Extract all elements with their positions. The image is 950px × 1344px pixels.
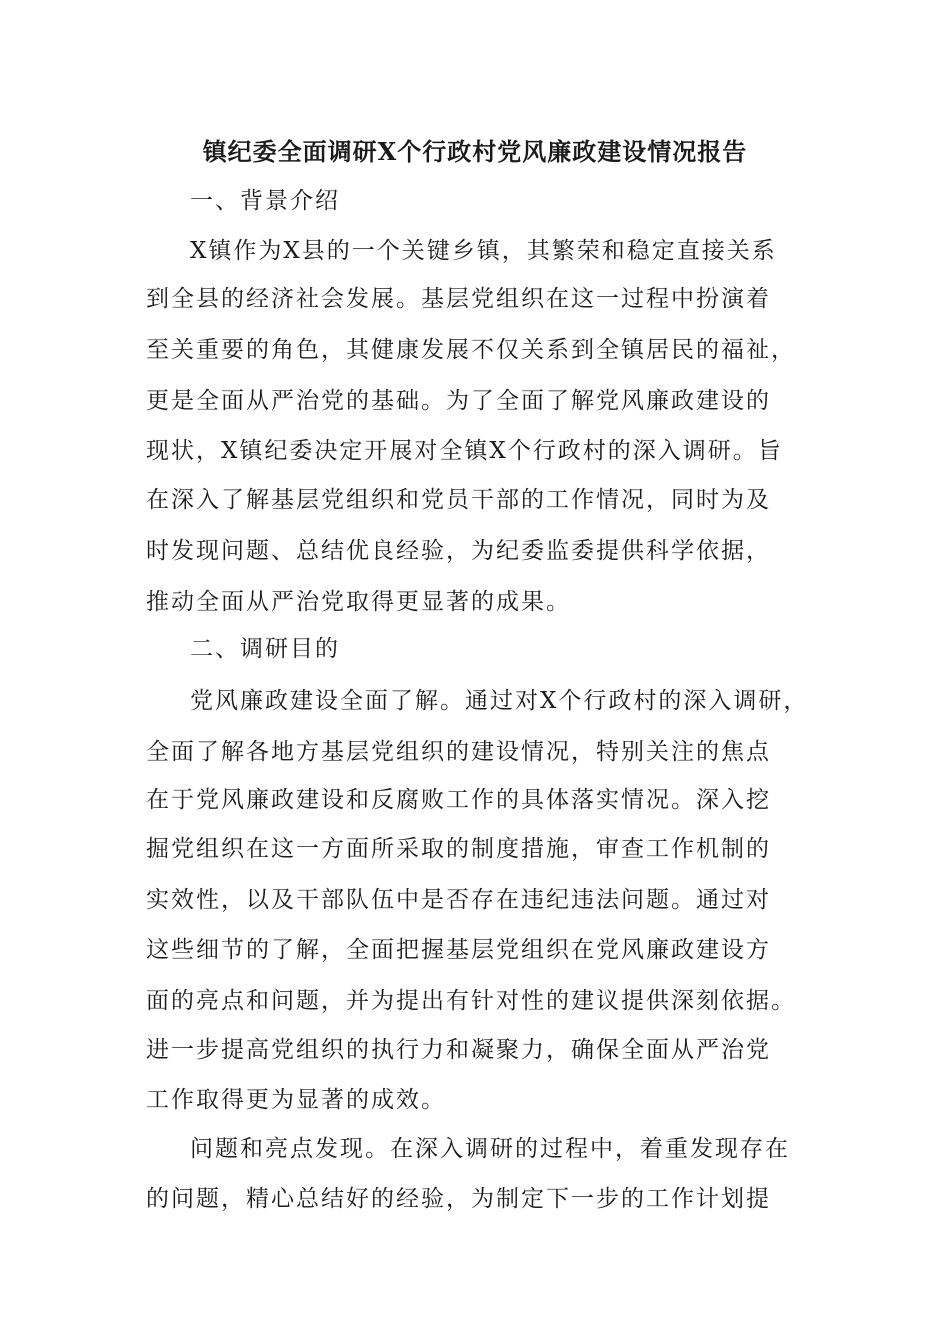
paragraph-line: X镇作为X县的一个关键乡镇，其繁荣和稳定直接关系 <box>190 238 777 264</box>
paragraph-line: 实效性，以及干部队伍中是否存在违纪违法问题。通过对 <box>146 887 771 913</box>
paragraph-line: 在于党风廉政建设和反腐败工作的具体落实情况。深入挖 <box>146 787 771 813</box>
paragraph-line: 到全县的经济社会发展。基层党组织在这一过程中扮演着 <box>146 286 771 312</box>
paragraph-line: 面的亮点和问题，并为提出有针对性的建议提供深刻依据。 <box>146 988 796 1014</box>
paragraph-line: 推动全面从严治党取得更显著的成果。 <box>146 589 571 615</box>
paragraph-line: 进一步提高党组织的执行力和凝聚力，确保全面从严治党 <box>146 1037 771 1063</box>
paragraph-line: 至关重要的角色，其健康发展不仅关系到全镇居民的福祉， <box>146 337 796 363</box>
paragraph-line: 更是全面从严治党的基础。为了全面了解党风廉政建设的 <box>146 388 771 414</box>
paragraph-line: 全面了解各地方基层党组织的建设情况，特别关注的焦点 <box>146 739 771 765</box>
paragraph-line: 现状，X镇纪委决定开展对全镇X个行政村的深入调研。旨 <box>146 438 783 464</box>
paragraph-line: 在深入了解基层党组织和党员干部的工作情况，同时为及 <box>146 487 771 513</box>
paragraph-line: 的问题，精心总结好的经验，为制定下一步的工作计划提 <box>146 1186 771 1212</box>
document-title: 镇纪委全面调研X个行政村党风廉政建设情况报告 <box>202 137 748 166</box>
paragraph-line: 党风廉政建设全面了解。通过对X个行政村的深入调研， <box>190 688 809 714</box>
paragraph-line: 问题和亮点发现。在深入调研的过程中，着重发现存在 <box>190 1136 790 1162</box>
paragraph-line: 时发现问题、总结优良经验，为纪委监委提供科学依据， <box>146 538 771 564</box>
paragraph-line: 掘党组织在这一方面所采取的制度措施，审查工作机制的 <box>146 836 771 862</box>
paragraph-line: 工作取得更为显著的成效。 <box>146 1087 446 1113</box>
section-heading-background: 一、背景介绍 <box>190 188 340 214</box>
section-heading-purpose: 二、调研目的 <box>190 636 340 662</box>
paragraph-line: 这些细节的了解，全面把握基层党组织在党风廉政建设方 <box>146 937 771 963</box>
